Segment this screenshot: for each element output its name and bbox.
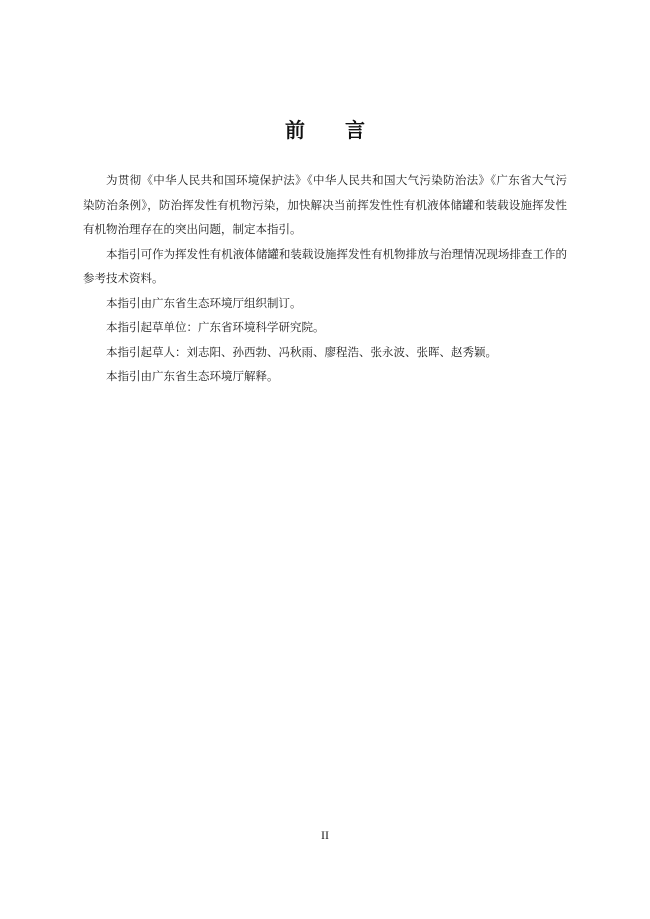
paragraph-line: 本指引起草单位：广东省环境科学研究院。 [106,322,325,334]
paragraph [83,365,567,390]
paragraph-line: 参考技术资料。 [83,273,164,285]
paragraph-line: 本指引由广东省生态环境厅解释。 [106,371,279,383]
paragraph [83,169,567,243]
paragraph-line: 染防治条例》，防治挥发性有机物污染，加快解决当前挥发性性有机液体储罐和装载设施挥发性 [83,199,567,212]
paragraph [83,243,567,292]
paragraph [83,292,567,317]
page-footer [0,826,650,844]
page-number: II [321,828,329,842]
paragraph-line: 有机物治理存在的突出问题，制定本指引。 [83,224,302,236]
document-body [83,169,567,390]
paragraph [83,341,567,366]
paragraph-line: 本指引由广东省生态环境厅组织制订。 [106,297,302,310]
document-title: 前 言 [285,120,365,142]
paragraph-line: 为贯彻《中华人民共和国环境保护法》《中华人民共和国大气污染防治法》《广东省大气污 [106,175,567,187]
paragraph-line: 本指引起草人：刘志阳、孙西勃、冯秋雨、廖程浩、张永波、张晖、赵秀颖。 [106,346,497,359]
paragraph [83,316,567,341]
paragraph-line: 本指引可作为挥发性有机液体储罐和装载设施挥发性有机物排放与治理情况现场排查工作的 [106,248,567,261]
